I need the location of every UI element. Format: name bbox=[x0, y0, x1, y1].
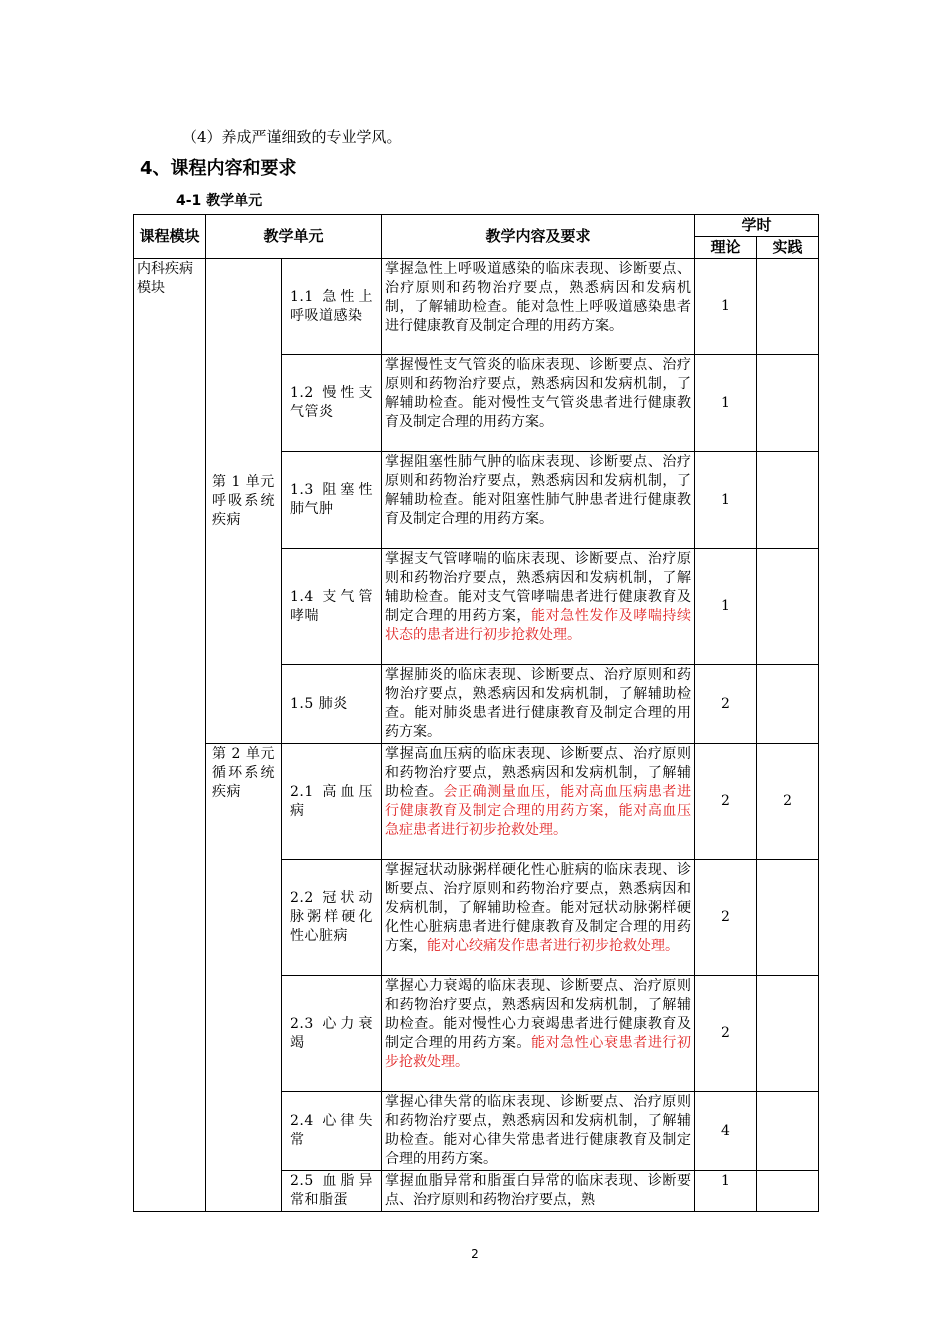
subunit-name: 2.5 血脂异常和脂蛋 bbox=[282, 1171, 382, 1212]
header-unit: 教学单元 bbox=[206, 215, 382, 259]
module-cell: 内科疾病模块 bbox=[134, 259, 206, 1212]
theory-hours: 1 bbox=[695, 549, 757, 665]
theory-hours: 4 bbox=[695, 1092, 757, 1171]
section-heading: 4、课程内容和要求 bbox=[140, 158, 297, 179]
practice-hours bbox=[757, 259, 819, 355]
course-units-table bbox=[133, 214, 819, 1212]
intro-item: （4）养成严谨细致的专业学风。 bbox=[182, 128, 402, 146]
practice-hours bbox=[757, 1092, 819, 1171]
subunit-name: 1.5 肺炎 bbox=[282, 665, 382, 744]
content-text: 掌握急性上呼吸道感染的临床表现、诊断要点、治疗原则和药物治疗要点，熟悉病因和发病机制，了解辅助检查。能对急性上呼吸道感染患者进行健康教育及制定合理的用药方案。 bbox=[385, 261, 692, 334]
subunit-content bbox=[382, 976, 695, 1092]
subunit-name: 1.4 支气管哮喘 bbox=[282, 549, 382, 665]
practice-hours: 2 bbox=[757, 744, 819, 860]
theory-hours: 1 bbox=[695, 259, 757, 355]
content-text: 掌握高血压病的临床表现、诊断要点、治疗原则和药物治疗要点，熟悉病因和发病机制，了解辅助检查。 bbox=[385, 746, 692, 800]
header-module: 课程模块 bbox=[134, 215, 206, 259]
content-highlight: 能对心绞痛发作患者进行初步抢救处理。 bbox=[427, 938, 680, 954]
content-text: 掌握心力衰竭的临床表现、诊断要点、治疗原则和药物治疗要点，熟悉病因和发病机制，了解辅助检查。能对慢性心力衰竭患者进行健康教育及制定合理的用药方案。 bbox=[385, 978, 692, 1051]
subunit-content bbox=[382, 860, 695, 976]
subunit-name: 2.3 心力衰竭 bbox=[282, 976, 382, 1092]
subunit-content bbox=[382, 1171, 695, 1212]
practice-hours bbox=[757, 549, 819, 665]
subunit-content bbox=[382, 744, 695, 860]
unit-cell: 第 1 单元 呼吸系统疾病 bbox=[206, 259, 282, 744]
subunit-content bbox=[382, 452, 695, 549]
table-row bbox=[134, 259, 819, 355]
practice-hours bbox=[757, 355, 819, 452]
theory-hours: 2 bbox=[695, 976, 757, 1092]
subunit-content bbox=[382, 665, 695, 744]
content-text: 掌握肺炎的临床表现、诊断要点、治疗原则和药物治疗要点，熟悉病因和发病机制，了解辅助检查。能对肺炎患者进行健康教育及制定合理的用药方案。 bbox=[385, 667, 692, 740]
subunit-name: 2.4 心律失常 bbox=[282, 1092, 382, 1171]
subunit-content bbox=[382, 549, 695, 665]
content-highlight: 能对急性心衰患者进行初步抢救处理。 bbox=[385, 1035, 692, 1070]
practice-hours bbox=[757, 1171, 819, 1212]
subunit-name: 1.1 急性上呼吸道感染 bbox=[282, 259, 382, 355]
subunit-name: 1.3 阻塞性肺气肿 bbox=[282, 452, 382, 549]
practice-hours bbox=[757, 976, 819, 1092]
content-text: 掌握血脂异常和脂蛋白异常的临床表现、诊断要点、治疗原则和药物治疗要点，熟 bbox=[385, 1173, 692, 1208]
header-content: 教学内容及要求 bbox=[382, 215, 695, 259]
theory-hours: 1 bbox=[695, 1171, 757, 1212]
subunit-name: 2.1 高血压病 bbox=[282, 744, 382, 860]
subunit-content bbox=[382, 259, 695, 355]
content-highlight: 会正确测量血压，能对高血压病患者进行健康教育及制定合理的用药方案，能对高血压急症患者进行初步抢救处理。 bbox=[385, 784, 692, 838]
subsection-heading: 4-1 教学单元 bbox=[176, 193, 263, 209]
subunit-content bbox=[382, 1092, 695, 1171]
subunit-content bbox=[382, 355, 695, 452]
unit-cell: 第 2 单元循环系统疾病 bbox=[206, 744, 282, 1212]
practice-hours bbox=[757, 860, 819, 976]
content-text: 掌握心律失常的临床表现、诊断要点、治疗原则和药物治疗要点，熟悉病因和发病机制，了解辅助检查。能对心律失常患者进行健康教育及制定合理的用药方案。 bbox=[385, 1094, 692, 1167]
header-hours: 学时 bbox=[695, 215, 819, 237]
content-text: 掌握阻塞性肺气肿的临床表现、诊断要点、治疗原则和药物治疗要点，熟悉病因和发病机制，了解辅助检查。能对阻塞性肺气肿患者进行健康教育及制定合理的用药方案。 bbox=[385, 454, 692, 527]
theory-hours: 1 bbox=[695, 452, 757, 549]
theory-hours: 2 bbox=[695, 744, 757, 860]
header-theory: 理论 bbox=[695, 237, 757, 259]
practice-hours bbox=[757, 665, 819, 744]
content-text: 掌握冠状动脉粥样硬化性心脏病的临床表现、诊断要点、治疗原则和药物治疗要点，熟悉病因和发病机制，了解辅助检查。能对冠状动脉粥样硬化性心脏病患者进行健康教育及制定合理的用药方案， bbox=[385, 862, 692, 954]
table-row bbox=[134, 744, 819, 860]
theory-hours: 2 bbox=[695, 860, 757, 976]
content-text: 掌握慢性支气管炎的临床表现、诊断要点、治疗原则和药物治疗要点，熟悉病因和发病机制，了解辅助检查。能对慢性支气管炎患者进行健康教育及制定合理的用药方案。 bbox=[385, 357, 692, 430]
content-text: 掌握支气管哮喘的临床表现、诊断要点、治疗原则和药物治疗要点，熟悉病因和发病机制，了解辅助检查。能对支气管哮喘患者进行健康教育及制定合理的用药方案， bbox=[385, 551, 692, 624]
practice-hours bbox=[757, 452, 819, 549]
page-number: 2 bbox=[471, 1247, 479, 1261]
theory-hours: 2 bbox=[695, 665, 757, 744]
header-practice: 实践 bbox=[757, 237, 819, 259]
content-highlight: 能对急性发作及哮喘持续状态的患者进行初步抢救处理。 bbox=[385, 608, 692, 643]
theory-hours: 1 bbox=[695, 355, 757, 452]
subunit-name: 2.2 冠状动脉粥样硬化性心脏病 bbox=[282, 860, 382, 976]
subunit-name: 1.2 慢性支气管炎 bbox=[282, 355, 382, 452]
